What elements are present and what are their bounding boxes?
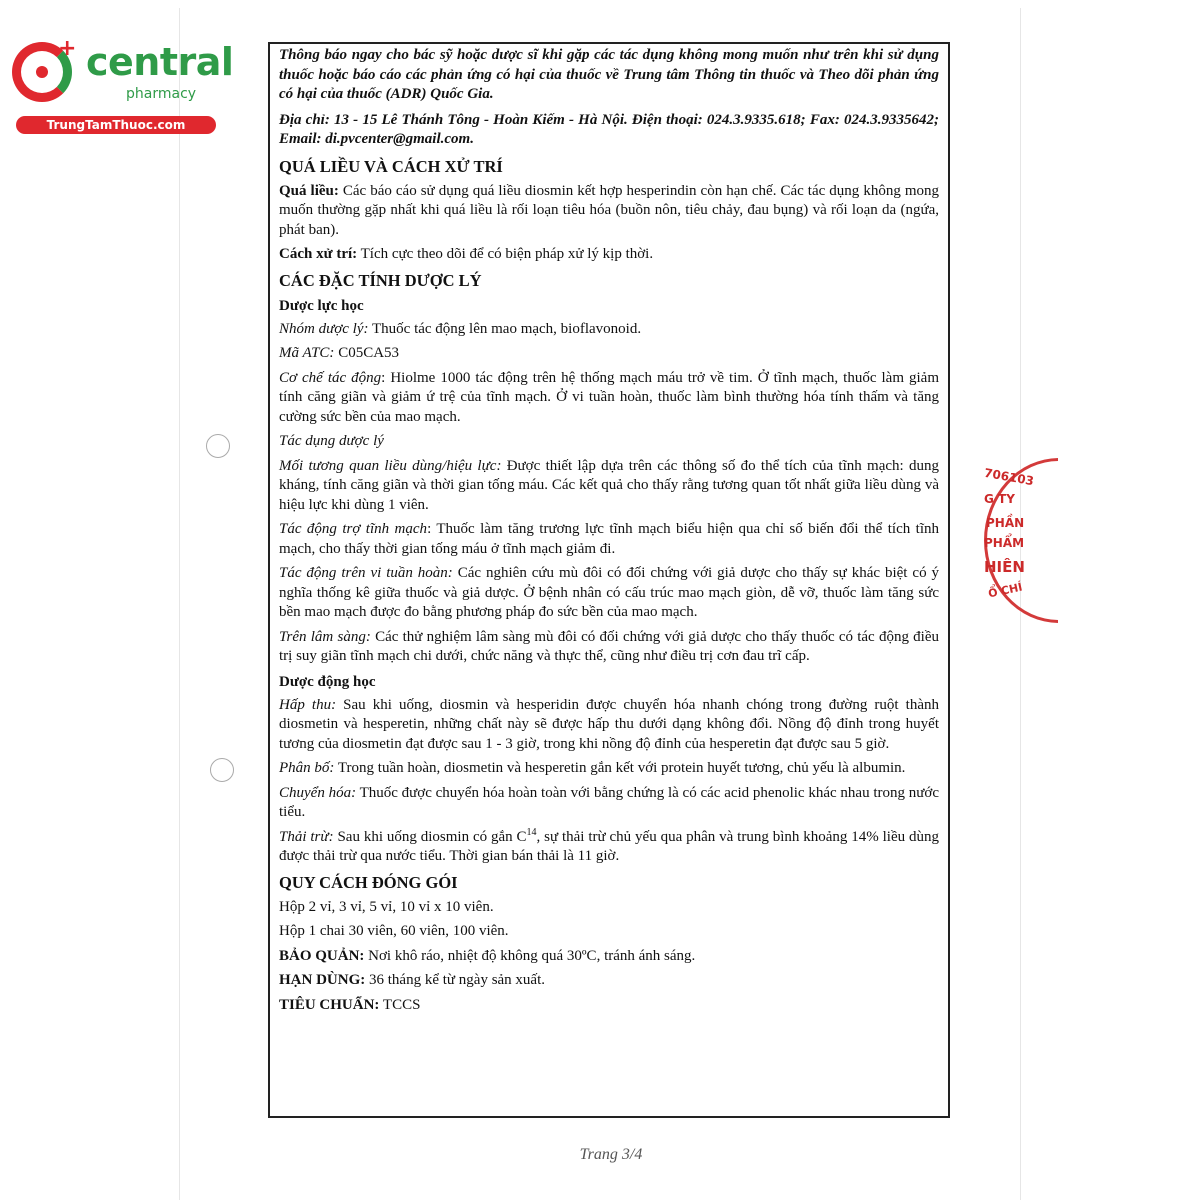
seal-text: G TY (984, 492, 1015, 506)
microcirculation-paragraph (279, 564, 939, 623)
metabolism-text: Thuốc được chuyển hóa hoàn toàn với bằng chứng là có các acid phenolic khác nhau trong nước tiểu. (279, 784, 939, 820)
pharmacology-heading: CÁC ĐẶC TÍNH DƯỢC LÝ (279, 270, 482, 290)
metabolism-paragraph (279, 784, 939, 823)
page-number: Trang 3/4 (579, 1146, 643, 1163)
logo-brand: central (86, 40, 234, 84)
absorption-text: Sau khi uống, diosmin và hesperidin được chuyển hóa nhanh chóng trong đường ruột thành diosmetin và hesperetin, những chất này sẽ được hấp thu dưới dạng không đổi. Nồng độ đỉnh trong huyết tương của diosmetin đạt được sau 1 - 3 giờ, trong khi nồng độ đỉnh của hesperetin đạt được sau 5 giờ. (279, 696, 940, 752)
clinical-paragraph (279, 628, 939, 667)
adr-report-note: Thông báo ngay cho bác sỹ hoặc dược sĩ khi gặp các tác dụng không mong muốn như trên khi sử dụng thuốc hoặc báo cáo các phản ứng có hại của thuốc về Trung tâm Thông tin thuốc và Theo dõi phản ứng có hại của thuốc (ADR) Quốc Gia. (279, 47, 939, 102)
mechanism-label: Cơ chế tác động (279, 369, 382, 386)
dose-response-text: Được thiết lập dựa trên các thông số đo thể tích của tĩnh mạch: dung kháng, tính căng giãn và thời gian tống máu. Các kết quả cho thấy rằng tương quan tốt nhất giữa liều dùng và hiệu lực khi dùng 1 viên. (279, 457, 939, 513)
atc-paragraph (279, 344, 939, 364)
pharmacokinetics-heading: Dược động học (279, 673, 376, 690)
clinical-label: Trên lâm sàng: (279, 628, 371, 645)
microcirculation-label: Tác động trên vi tuần hoàn: (279, 565, 453, 581)
elimination-text-a: Sau khi uống diosmin có gắn C (333, 828, 527, 845)
overdose-heading: QUÁ LIỀU VÀ CÁCH XỬ TRÍ (279, 156, 503, 176)
isotope-superscript: 14 (526, 826, 537, 838)
atc-text: C05CA53 (334, 345, 400, 361)
mechanism-paragraph (279, 369, 939, 428)
expiry-text: 36 tháng kể từ ngày sản xuất. (365, 972, 546, 988)
dose-response-paragraph (279, 457, 939, 516)
treatment-label: Cách xử trí: (279, 246, 358, 262)
seal-text: HIÊN (984, 558, 1025, 576)
storage-label: BẢO QUẢN: (279, 947, 365, 964)
treatment-text: Tích cực theo dõi để có biện pháp xử lý kịp thời. (357, 246, 654, 262)
overdose-paragraph (279, 182, 939, 241)
absorption-label: Hấp thu: (279, 696, 337, 713)
seal-text: PHẦN (986, 516, 1025, 530)
effects-label: Tác dụng dược lý (279, 433, 384, 449)
venotonic-paragraph (279, 520, 939, 559)
metabolism-label: Chuyển hóa: (279, 784, 357, 801)
elimination-label: Thải trừ: (279, 828, 334, 845)
seal-text: PHẨM (984, 536, 1025, 550)
expiry-paragraph (279, 971, 939, 991)
atc-label: Mã ATC: (279, 345, 335, 361)
venotonic-text: : Thuốc làm tăng trương lực tĩnh mạch biểu hiện qua chỉ số biến đổi thể tích tĩnh mạch, cho thấy thời gian tống máu ở tĩnh mạch giảm đi. (279, 521, 939, 557)
drug-group-text: Thuốc tác động lên mao mạch, bioflavonoid. (368, 320, 642, 337)
packaging-line-1: Hộp 2 vỉ, 3 vỉ, 5 vỉ, 10 vỉ x 10 viên. (279, 898, 494, 915)
company-seal (978, 458, 1058, 628)
logo-banner: TrungTamThuoc.com (16, 116, 216, 134)
packaging-heading: QUY CÁCH ĐÓNG GÓI (279, 872, 458, 892)
distribution-paragraph (279, 759, 939, 779)
logo-cross-icon: + (58, 36, 77, 61)
overdose-label: Quá liều: (279, 182, 339, 199)
seal-text: 706103 (983, 465, 1035, 489)
absorption-paragraph (279, 696, 939, 755)
mechanism-text: : Hiolme 1000 tác động trên hệ thống mạch máu trở về tim. Ở tĩnh mạch, thuốc làm giảm tính căng giãn và giảm ứ trệ của tĩnh mạch. Ở vi tuần hoàn, thuốc làm bình thường hóa tính thấm và tăng cường sức bền của mao mạch. (279, 369, 939, 425)
effects-paragraph (279, 432, 939, 452)
adr-center-address: Địa chỉ: 13 - 15 Lê Thánh Tông - Hoàn Kiếm - Hà Nội. Điện thoại: 024.3.9335.618; Fax: 024.3.9335642; Email: di.pvcenter@gmail.com. (279, 111, 939, 147)
central-pharmacy-logo (8, 36, 234, 138)
clinical-text: Các thử nghiệm lâm sàng mù đôi có đối chứng với giả dược cho thấy thuốc có tác động điều trị suy giãn tĩnh mạch chi dưới, chức năng và thực thể, cũng như điều trị cơn đau trĩ cấp. (279, 628, 940, 664)
punch-hole-icon (210, 758, 234, 782)
logo-dot-icon (36, 66, 48, 78)
logo-sub: pharmacy (126, 86, 197, 102)
distribution-text: Trong tuần hoàn, diosmetin và hesperetin gắn kết với protein huyết tương, chủ yếu là albumin. (334, 760, 906, 776)
pharmacodynamics-heading: Dược lực học (279, 297, 364, 314)
packaging-line-2: Hộp 1 chai 30 viên, 60 viên, 100 viên. (279, 923, 509, 939)
microcirculation-text: Các nghiên cứu mù đôi có đối chứng với giả dược cho thấy sự khác biệt có ý nghĩa thống kê giữa thuốc và giả dược. Ở bệnh nhân có cấu trúc mao mạch giòn, dễ vỡ, thuốc làm tăng sức bền mao mạch được đo bằng phương pháp đo sức bền của mao mạch. (279, 565, 939, 620)
overdose-text: Các báo cáo sử dụng quá liều diosmin kết hợp hesperindin còn hạn chế. Các tác dụng không mong muốn thường gặp nhất khi quá liều là rối loạn tiêu hóa (buồn nôn, tiêu chảy, đau bụng) và rối loạn da (ngứa, phát ban). (279, 182, 939, 238)
expiry-label: HẠN DÙNG: (279, 972, 366, 988)
drug-group-label: Nhóm dược lý: (279, 320, 369, 337)
standard-label: TIÊU CHUẨN: (279, 996, 380, 1013)
storage-paragraph (279, 947, 939, 967)
elimination-paragraph (279, 828, 939, 867)
standard-text: TCCS (379, 996, 421, 1013)
drug-group-paragraph (279, 320, 939, 340)
venotonic-label: Tác động trợ tĩnh mạch (279, 521, 428, 537)
seal-text: Ổ CHÍ (987, 580, 1024, 601)
leaflet-content-box (268, 42, 950, 1118)
elimination-text-b: , sự thải trừ chủ yếu qua phân và trung bình khoảng 14% liều dùng được thải trừ qua nước tiểu. Thời gian bán thải là 11 giờ. (279, 828, 939, 864)
storage-text: Nơi khô ráo, nhiệt độ không quá 30ºC, tránh ánh sáng. (364, 947, 696, 964)
distribution-label: Phân bố: (279, 760, 335, 776)
dose-response-label: Mối tương quan liều dùng/hiệu lực: (279, 457, 502, 474)
treatment-paragraph (279, 245, 939, 265)
punch-hole-icon (206, 434, 230, 458)
standard-paragraph (279, 996, 939, 1016)
